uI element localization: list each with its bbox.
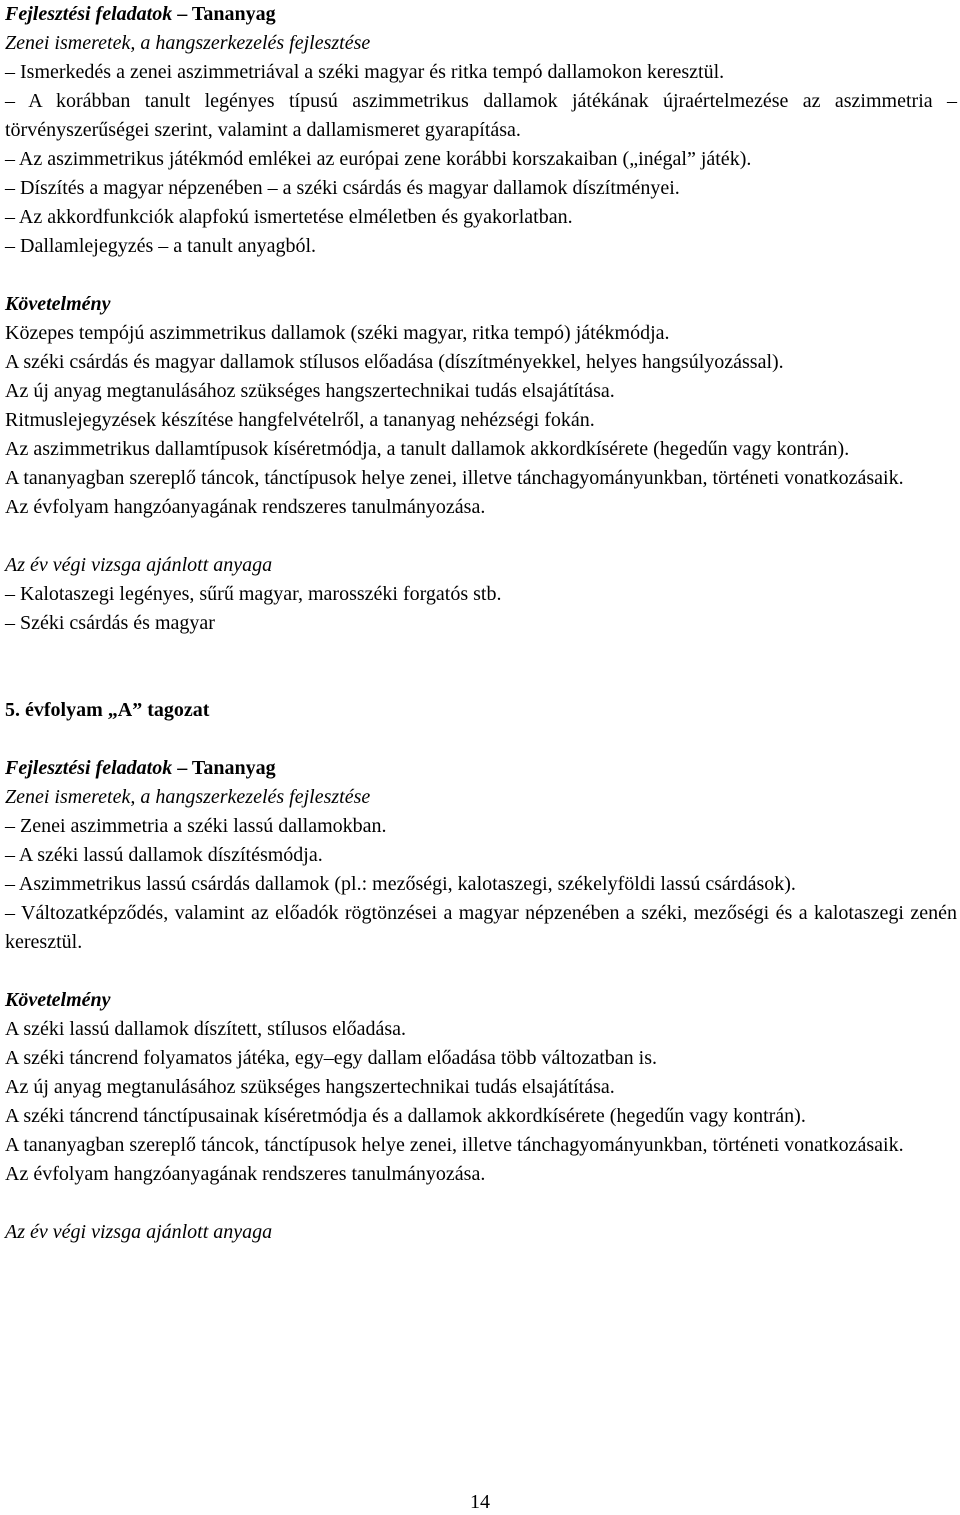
section1-exam-item: – Kalotaszegi legényes, sűrű magyar, marosszéki forgatós stb. (5, 583, 502, 605)
section2-requirement: Az új anyag megtanulásához szükséges hangszertechnikai tudás elsajátítása. (5, 1076, 615, 1098)
section2-requirement-title: Követelmény (5, 989, 111, 1011)
section2-item: – Zenei aszimmetria a széki lassú dallamokban. (5, 815, 387, 837)
section2-heading-italic: Fejlesztési feladatok (5, 757, 173, 779)
document-page (5, 0, 957, 1247)
section1-item: – Az akkordfunkciók alapfokú ismertetése elméletben és gyakorlatban. (5, 206, 573, 228)
section2-heading-bold: Tananyag (191, 757, 276, 779)
section2-requirement: A tananyagban szereplő táncok, tánctípusok helye zenei, illetve tánchagyományunkban, történeti vonatkozásaik. (5, 1134, 904, 1156)
page-number: 14 (470, 1491, 490, 1513)
section2-requirement: Az évfolyam hangzóanyagának rendszeres tanulmányozása. (5, 1163, 486, 1185)
section2-heading (5, 754, 957, 783)
section1-requirement: Közepes tempójú aszimmetrikus dallamok (széki magyar, ritka tempó) játékmódja. (5, 322, 670, 344)
section1-subheading: Zenei ismeretek, a hangszerkezelés fejlesztése (5, 32, 371, 54)
section1-requirement: Az új anyag megtanulásához szükséges hangszertechnikai tudás elsajátítása. (5, 380, 615, 402)
section2-exam-title: Az év végi vizsga ajánlott anyaga (5, 1221, 273, 1243)
section2-heading-dash: – (172, 757, 192, 779)
section2-requirement: A széki táncrend folyamatos játéka, egy–egy dallam előadása több változatban is. (5, 1047, 657, 1069)
section1-item: – A korábban tanult legényes típusú aszimmetrikus dallamok játékának újraértelmezése az aszimmetria – törvényszerűségei szerint, valamint a dallamismeret gyarapítása. (5, 90, 957, 141)
section1-item: – Dallamlejegyzés – a tanult anyagból. (5, 235, 317, 257)
section1-exam-title: Az év végi vizsga ajánlott anyaga (5, 554, 273, 576)
section1-heading-italic: Fejlesztési feladatok (5, 3, 173, 25)
section2-item: – A széki lassú dallamok díszítésmódja. (5, 844, 323, 866)
section1-heading-bold: Tananyag (191, 3, 276, 25)
section2-subheading: Zenei ismeretek, a hangszerkezelés fejlesztése (5, 786, 371, 808)
section1-exam-item: – Széki csárdás és magyar (5, 612, 215, 634)
section2-item: – Változatképződés, valamint az előadók rögtönzései a magyar népzenében a széki, mezőségi és a kalotaszegi zenén keresztül. (5, 902, 957, 953)
section1-item: – Az aszimmetrikus játékmód emlékei az európai zene korábbi korszakaiban („inégal” játék). (5, 148, 752, 170)
section1-requirement: A tananyagban szereplő táncok, tánctípusok helye zenei, illetve tánchagyományunkban, történeti vonatkozásaik. (5, 467, 904, 489)
section1-requirement: Az aszimmetrikus dallamtípusok kíséretmódja, a tanult dallamok akkordkísérete (hegedűn vagy kontrán). (5, 438, 850, 460)
section2-item: – Aszimmetrikus lassú csárdás dallamok (pl.: mezőségi, kalotaszegi, székelyföldi lassú csárdások). (5, 873, 796, 895)
section1-heading (5, 0, 957, 29)
section1-item: – Díszítés a magyar népzenében – a széki csárdás és magyar dallamok díszítményei. (5, 177, 680, 199)
section1-requirement-title: Követelmény (5, 293, 111, 315)
section1-item: – Ismerkedés a zenei aszimmetriával a széki magyar és ritka tempó dallamokon keresztül. (5, 61, 725, 83)
section1-requirement: Az évfolyam hangzóanyagának rendszeres tanulmányozása. (5, 496, 486, 518)
section2-requirement: A széki táncrend tánctípusainak kíséretmódja és a dallamok akkordkísérete (hegedűn vagy kontrán). (5, 1105, 806, 1127)
section1-requirement: A széki csárdás és magyar dallamok stílusos előadása (díszítményekkel, helyes hangsúlyozással). (5, 351, 784, 373)
section1-requirement: Ritmuslejegyzések készítése hangfelvételről, a tananyag nehézségi fokán. (5, 409, 595, 431)
section1-heading-dash: – (172, 3, 192, 25)
grade-title: 5. évfolyam „A” tagozat (5, 699, 210, 721)
section2-requirement: A széki lassú dallamok díszített, stílusos előadása. (5, 1018, 407, 1040)
